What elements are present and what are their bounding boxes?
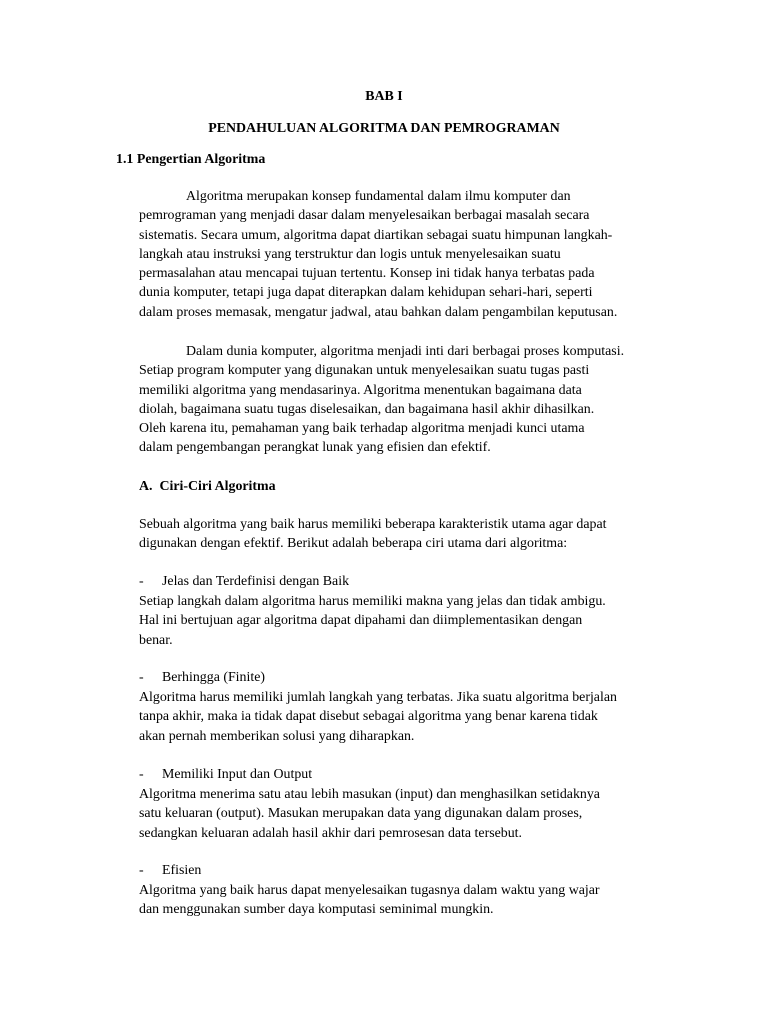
paragraph-line: Sebuah algoritma yang baik harus memiliki beberapa karakteristik utama agar dapat <box>139 517 607 532</box>
characteristic-label: Efisien <box>162 863 202 878</box>
paragraph-line: Hal ini bertujuan agar algoritma dapat dipahami dan diimplementasikan dengan <box>139 613 583 629</box>
characteristic-label: Jelas dan Terdefinisi dengan Baik <box>162 574 350 589</box>
paragraph-line: permasalahan atau mencapai tujuan tertentu. Konsep ini tidak hanya terbatas pada <box>139 266 595 282</box>
characteristic-description <box>139 881 600 920</box>
paragraph-line: pemrograman yang menjadi dasar dalam menyelesaikan berbagai masalah secara <box>139 208 590 224</box>
subsection-heading: A. Ciri-Ciri Algoritma <box>139 479 276 494</box>
chapter-label: BAB I <box>365 89 403 104</box>
intro-paragraph-1 <box>139 187 617 322</box>
paragraph-line: sistematis. Secara umum, algoritma dapat diartikan sebagai suatu himpunan langkah- <box>139 227 613 243</box>
characteristic-description <box>139 592 606 650</box>
paragraph-line: dalam proses memasak, mengatur jadwal, atau bahkan dalam pengambilan keputusan. <box>139 304 618 320</box>
subsection-intro <box>139 515 606 554</box>
characteristic-description <box>139 785 600 843</box>
paragraph-line: dalam pengembangan perangkat lunak yang efisien dan efektif. <box>139 440 491 456</box>
section-heading: 1.1 Pengertian Algoritma <box>116 152 266 167</box>
paragraph-line: langkah atau instruksi yang terstruktur dan logis untuk menyelesaikan suatu <box>139 246 561 262</box>
paragraph-line: Algoritma merupakan konsep fundamental dalam ilmu komputer dan <box>186 189 571 204</box>
list-dash: - <box>139 863 144 878</box>
paragraph-line: satu keluaran (output). Masukan merupakan data yang digunakan dalam proses, <box>139 806 583 822</box>
characteristic-description <box>139 688 617 746</box>
paragraph-line: diolah, bagaimana suatu tugas diselesaikan, dan bagaimana hasil akhir dihasilkan. <box>139 401 595 417</box>
paragraph-line: Algoritma harus memiliki jumlah langkah yang terbatas. Jika suatu algoritma berjalan <box>139 690 617 705</box>
page-title: PENDAHULUAN ALGORITMA DAN PEMROGRAMAN <box>208 121 560 136</box>
characteristic-label: Memiliki Input dan Output <box>162 767 313 782</box>
paragraph-line: dan menggunakan sumber daya komputasi seminimal mungkin. <box>139 902 494 918</box>
paragraph-line: sedangkan keluaran adalah hasil akhir dari pemrosesan data tersebut. <box>139 825 522 841</box>
list-dash: - <box>139 574 144 589</box>
paragraph-line: Algoritma yang baik harus dapat menyelesaikan tugasnya dalam waktu yang wajar <box>139 883 600 898</box>
paragraph-line: Setiap langkah dalam algoritma harus memiliki makna yang jelas dan tidak ambigu. <box>139 594 606 609</box>
list-dash: - <box>139 767 144 782</box>
paragraph-line: benar. <box>139 632 173 648</box>
paragraph-line: digunakan dengan efektif. Berikut adalah beberapa ciri utama dari algoritma: <box>139 536 568 552</box>
paragraph-line: akan pernah memberikan solusi yang diharapkan. <box>139 728 415 744</box>
intro-paragraph-2 <box>139 342 624 458</box>
paragraph-line: dunia komputer, tetapi juga dapat diterapkan dalam kehidupan sehari-hari, seperti <box>139 285 593 301</box>
paragraph-line: tanpa akhir, maka ia tidak dapat disebut sebagai algoritma yang benar karena tidak <box>139 709 598 725</box>
characteristic-label: Berhingga (Finite) <box>162 670 265 685</box>
paragraph-line: Dalam dunia komputer, algoritma menjadi inti dari berbagai proses komputasi. <box>186 344 625 359</box>
paragraph-line: Algoritma menerima satu atau lebih masukan (input) dan menghasilkan setidaknya <box>139 787 600 802</box>
paragraph-line: memiliki algoritma yang mendasarinya. Algoritma menentukan bagaimana data <box>139 382 582 398</box>
paragraph-line: Setiap program komputer yang digunakan untuk menyelesaikan suatu tugas pasti <box>139 363 590 379</box>
list-dash: - <box>139 670 144 685</box>
paragraph-line: Oleh karena itu, pemahaman yang baik terhadap algoritma menjadi kunci utama <box>139 421 585 437</box>
